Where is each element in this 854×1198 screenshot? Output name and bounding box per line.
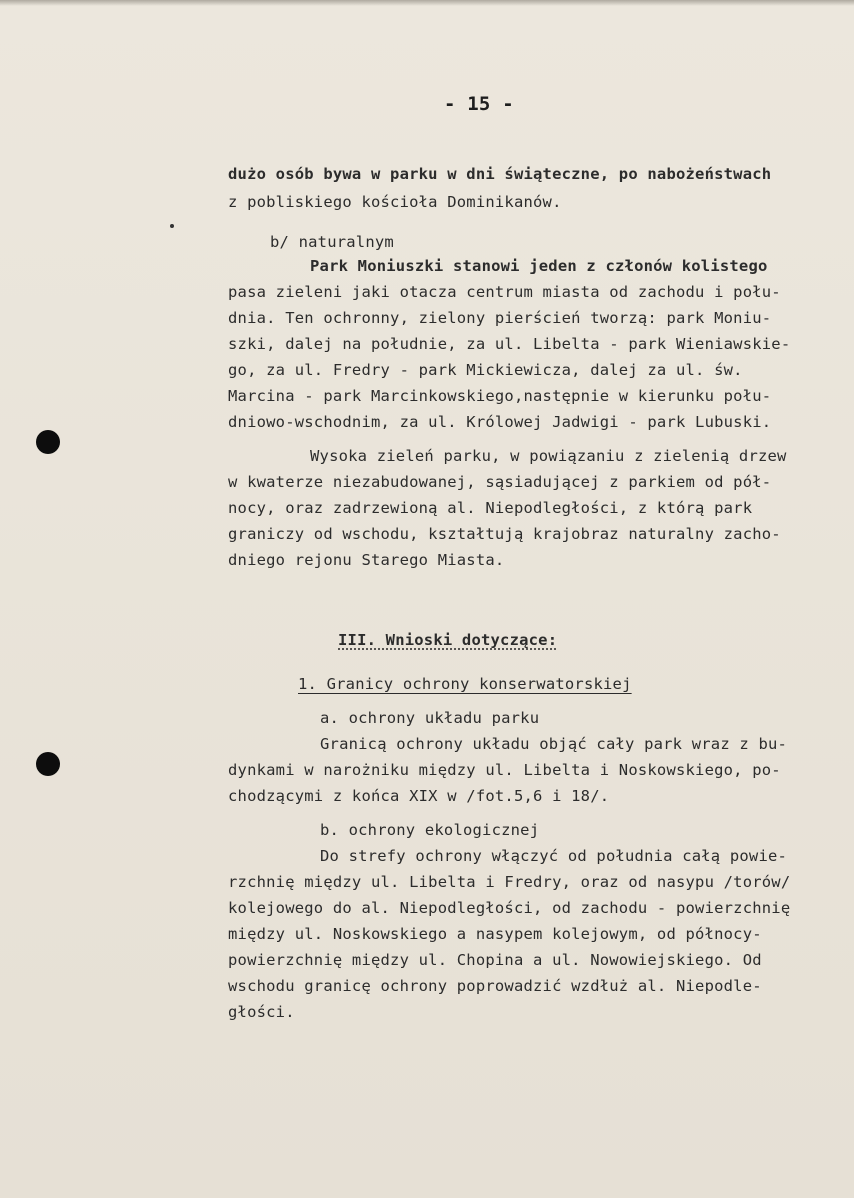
text-line: między ul. Noskowskiego a nasypem kolejowym, od północy- [228,925,762,943]
text-line: powierzchnię między ul. Chopina a ul. Nowowiejskiego. Od [228,951,762,969]
text-line: chodzącymi z końca XIX w /fot.5,6 i 18/. [228,787,610,805]
text-line: dnia. Ten ochronny, zielony pierścień tworzą: park Moniu- [228,309,772,327]
text-line: Marcina - park Marcinkowskiego,następnie w kierunku połu- [228,387,772,405]
text-line: Wysoka zieleń parku, w powiązaniu z zielenią drzew [310,447,787,465]
section-iii-heading: III. Wnioski dotyczące: [338,631,558,649]
text-line: kolejowego do al. Niepodległości, od zachodu - powierzchnię [228,899,791,917]
punch-hole-icon [36,752,60,776]
text-line: wschodu granicę ochrony poprowadzić wzdłuż al. Niepodle- [228,977,762,995]
item-1-heading: 1. Granicy ochrony konserwatorskiej [298,675,632,693]
text-line: z pobliskiego kościoła Dominikanów. [228,193,562,211]
text-line: dużo osób bywa w parku w dni świąteczne, po nabożeństwach [228,165,772,183]
margin-mark [170,224,174,228]
text-line: go, za ul. Fredry - park Mickiewicza, dalej za ul. św. [228,361,743,379]
punch-hole-icon [36,430,60,454]
text-line: Park Moniuszki stanowi jeden z członów kolistego [310,257,768,275]
text-line: nocy, oraz zadrzewioną al. Niepodległości, z którą park [228,499,753,517]
item-a-heading: a. ochrony układu parku [320,709,540,727]
text-line: Do strefy ochrony włączyć od południa całą powie- [320,847,788,865]
text-line: dniowo-wschodnim, za ul. Królowej Jadwigi - park Lubuski. [228,413,772,431]
text-line: dniego rejonu Starego Miasta. [228,551,505,569]
text-line: Granicą ochrony układu objąć cały park wraz z bu- [320,735,788,753]
text-line: dynkami w narożniku między ul. Libelta i Noskowskiego, po- [228,761,781,779]
text-line: szki, dalej na południe, za ul. Libelta - park Wieniawskie- [228,335,791,353]
page-number: - 15 - [444,93,514,115]
text-line: pasa zieleni jaki otacza centrum miasta od zachodu i połu- [228,283,781,301]
text-line: w kwaterze niezabudowanej, sąsiadującej z parkiem od pół- [228,473,772,491]
section-b-heading: b/ naturalnym [270,233,394,251]
item-b-heading: b. ochrony ekologicznej [320,821,540,839]
text-line: graniczy od wschodu, kształtują krajobraz naturalny zacho- [228,525,781,543]
text-line: rzchnię między ul. Libelta i Fredry, oraz od nasypu /torów/ [228,873,791,891]
text-line: głości. [228,1003,295,1021]
